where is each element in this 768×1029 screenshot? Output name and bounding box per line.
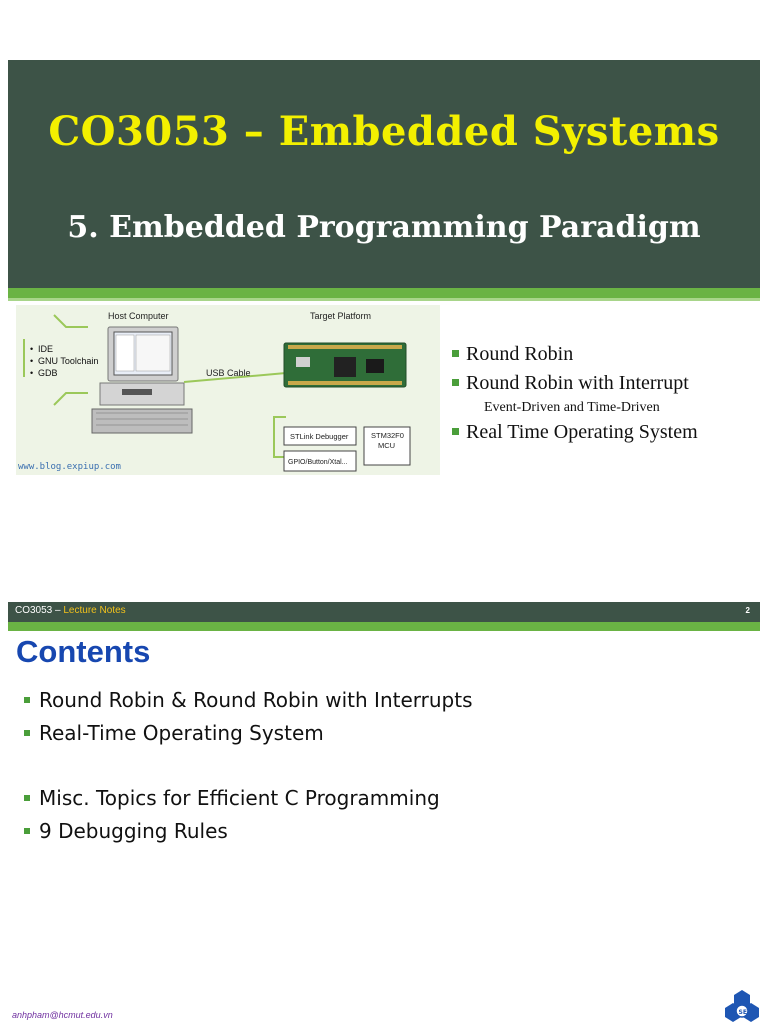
contents-item: Round Robin & Round Robin with Interrupts — [24, 685, 473, 718]
stlink-label: STLink Debugger — [290, 432, 349, 441]
title-band — [8, 60, 760, 288]
target-label: Target Platform — [310, 311, 372, 321]
contents-item: Real-Time Operating System — [24, 718, 473, 751]
overview-bullets — [452, 340, 762, 447]
contents-title: Contents — [16, 634, 151, 669]
contents-list — [24, 685, 473, 849]
contents-item: Misc. Topics for Efficient C Programming — [24, 783, 473, 816]
page-number: 2 — [745, 606, 750, 615]
mcu-label-2: MCU — [378, 441, 396, 450]
chapter-title: 5. Embedded Programming Paradigm — [67, 210, 701, 245]
svg-text:•: • — [30, 368, 34, 378]
host-target-diagram — [16, 305, 440, 475]
header-course-label: CO3053 – Lecture Notes — [15, 605, 126, 616]
title-divider-light — [8, 298, 760, 301]
header-divider — [8, 622, 760, 631]
mcu-label-1: STM32F0 — [371, 431, 404, 440]
title-divider — [8, 288, 760, 298]
gpio-label: GPIO/Button/Xtal... — [288, 459, 348, 466]
bullet-round-robin-interrupt: Round Robin with Interrupt — [452, 369, 762, 398]
contents-item: 9 Debugging Rules — [24, 816, 473, 849]
sub-bullet-event-time-driven: Event-Driven and Time-Driven — [484, 400, 660, 415]
university-logo-icon — [724, 989, 760, 1024]
cable-label: USB Cable — [206, 368, 251, 378]
svg-text:SE: SE — [738, 1009, 747, 1016]
svg-text:•: • — [30, 344, 34, 354]
bullet-rtos: Real Time Operating System — [452, 418, 762, 447]
diagram-watermark: www.blog.expiup.com — [18, 462, 121, 472]
host-label: Host Computer — [108, 311, 169, 321]
tool-ide: IDE — [38, 344, 54, 354]
course-title: CO3053 – Embedded Systems — [48, 108, 720, 155]
board-icon — [284, 343, 406, 387]
svg-text:•: • — [30, 356, 34, 366]
tool-gnu: GNU Toolchain — [38, 356, 99, 366]
author-email: anhpham@hcmut.edu.vn — [12, 1010, 113, 1020]
tool-gdb: GDB — [38, 368, 58, 378]
slide-header — [8, 602, 760, 622]
bullet-round-robin: Round Robin — [452, 340, 762, 369]
computer-icon — [92, 327, 192, 433]
